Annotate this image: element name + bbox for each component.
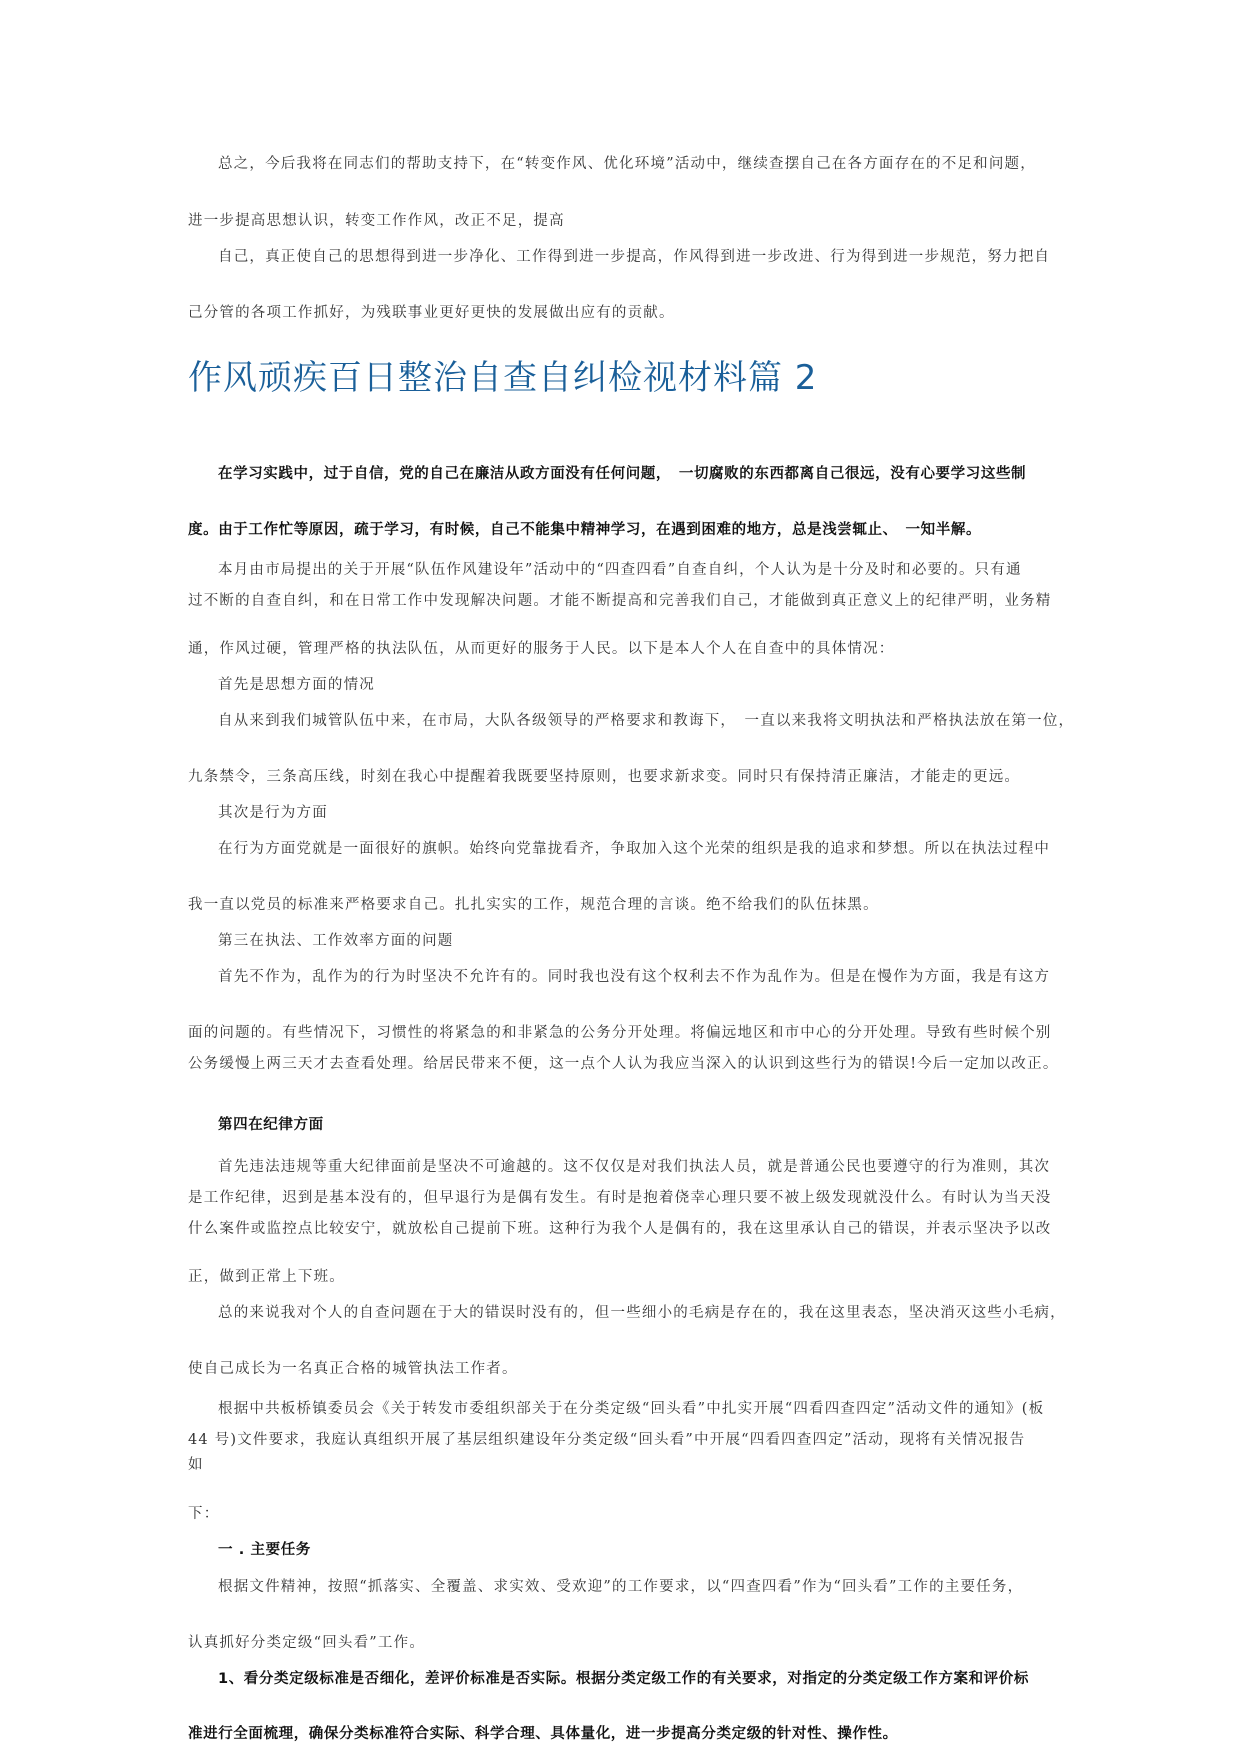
subheading-line: 第三在执法、工作效率方面的问题: [218, 933, 454, 949]
paragraph-line: 公务缓慢上两三天才去查看处理。给居民带来不便，这一点个人认为我应当深入的认识到这些行为的错误!今后一定加以改正。: [188, 1056, 1059, 1072]
paragraph-line: 己分管的各项工作抓好，为残联事业更好更快的发展做出应有的贡献。: [188, 305, 675, 321]
paragraph-line: 我一直以党员的标准来严格要求自己。扎扎实实的工作，规范合理的言谈。绝不给我们的队伍抹黑。: [188, 897, 879, 913]
bold-paragraph-line: 在学习实践中，过于自信，党的自己在廉洁从政方面没有任何问题， 一切腐败的东西都离自己很远，没有心要学习这些制: [218, 466, 1027, 482]
paragraph-line: 什么案件或监控点比较安宁，就放松自己提前下班。这种行为我个人是偶有的，我在这里承认自己的错误，并表示坚决予以改: [188, 1221, 1052, 1237]
paragraph-line: 是工作纪律，迟到是基本没有的，但早退行为是偶有发生。有时是抱着侥幸心理只要不被上级发现就没什么。有时认为当天没: [188, 1190, 1052, 1206]
paragraph-line: 首先不作为，乱作为的行为时坚决不允许有的。同时我也没有这个权利去不作为乱作为。但是在慢作为方面，我是有这方: [218, 969, 1051, 985]
paragraph-line: 总的来说我对个人的自查问题在于大的错误时没有的，但一些细小的毛病是存在的，我在这里表态，坚决消灭这些小毛病，: [218, 1305, 1066, 1321]
subheading-line: 其次是行为方面: [218, 805, 328, 821]
paragraph-line: 本月由市局提出的关于开展“队伍作风建设年”活动中的“四查四看”自查自纠，个人认为是十分及时和必要的。只有通: [218, 562, 1022, 578]
bold-paragraph-line: 度。由于工作忙等原因，疏于学习，有时候，自己不能集中精神学习，在遇到困难的地方，总是浅尝辄止、 一知半解。: [188, 522, 982, 538]
paragraph-line: 在行为方面党就是一面很好的旗帜。始终向党靠拢看齐，争取加入这个光荣的组织是我的追求和梦想。所以在执法过程中: [218, 841, 1051, 857]
paragraph-line: 通，作风过硬，管理严格的执法队伍，从而更好的服务于人民。以下是本人个人在自查中的具体情况：: [188, 641, 895, 657]
paragraph-line: 认真抓好分类定级“回头看”工作。: [188, 1635, 426, 1651]
paragraph-line: 根据中共板桥镇委员会《关于转发市委组织部关于在分类定级“回头看”中扎实开展“四看四查四定”活动文件的通知》(板: [218, 1401, 1045, 1417]
bold-paragraph-line: 1、看分类定级标准是否细化，差评价标准是否实际。根据分类定级工作的有关要求，对指定的分类定级工作方案和评价标: [218, 1671, 1029, 1687]
paragraph-line: 如: [188, 1457, 204, 1473]
paragraph-line: 根据文件精神，按照“抓落实、全覆盖、求实效、受欢迎”的工作要求，以“四查四看”作为“回头看”工作的主要任务，: [218, 1579, 1024, 1595]
paragraph-line: 进一步提高思想认识，转变工作作风，改正不足，提高: [188, 213, 565, 229]
bold-paragraph-line: 准进行全面梳理，确保分类标准符合实际、科学合理、具体量化，进一步提高分类定级的针对性、操作性。: [188, 1726, 898, 1742]
paragraph-line: 正，做到正常上下班。: [188, 1269, 345, 1285]
paragraph-line: 使自己成长为一名真正合格的城管执法工作者。: [188, 1361, 518, 1377]
paragraph-line: 自从来到我们城管队伍中来，在市局，大队各级领导的严格要求和教诲下， 一直以来我将文明执法和严格执法放在第一位，: [218, 713, 1075, 729]
bold-subheading: 第四在纪律方面: [218, 1117, 324, 1133]
bold-subheading: 一 . 主要任务: [218, 1542, 311, 1558]
paragraph-line: 面的问题的。有些情况下，习惯性的将紧急的和非紧急的公务分开处理。将偏远地区和市中心的分开处理。导致有些时候个别: [188, 1025, 1052, 1041]
paragraph-line: 44 号)文件要求，我庭认真组织开展了基层组织建设年分类定级“回头看”中开展“四看四查四定”活动，现将有关情况报告: [188, 1432, 1026, 1448]
section-heading: 作风顽疾百日整治自查自纠检视材料篇 2: [188, 358, 818, 398]
subheading-line: 首先是思想方面的情况: [218, 677, 375, 693]
paragraph-line: 总之，今后我将在同志们的帮助支持下，在“转变作风、优化环境”活动中，继续查摆自己在各方面存在的不足和问题，: [218, 156, 1036, 172]
paragraph-line: 下：: [188, 1506, 220, 1522]
paragraph-line: 首先违法违规等重大纪律面前是坚决不可逾越的。这不仅仅是对我们执法人员，就是普通公民也要遵守的行为准则，其次: [218, 1159, 1051, 1175]
paragraph-line: 自己，真正使自己的思想得到进一步净化、工作得到进一步提高，作风得到进一步改进、行为得到进一步规范，努力把自: [218, 249, 1051, 265]
paragraph-line: 过不断的自查自纠，和在日常工作中发现解决问题。才能不断提高和完善我们自己，才能做到真正意义上的纪律严明，业务精: [188, 593, 1052, 609]
paragraph-line: 九条禁令，三条高压线，时刻在我心中提醒着我既要坚持原则，也要求新求变。同时只有保持清正廉洁，才能走的更远。: [188, 769, 1021, 785]
